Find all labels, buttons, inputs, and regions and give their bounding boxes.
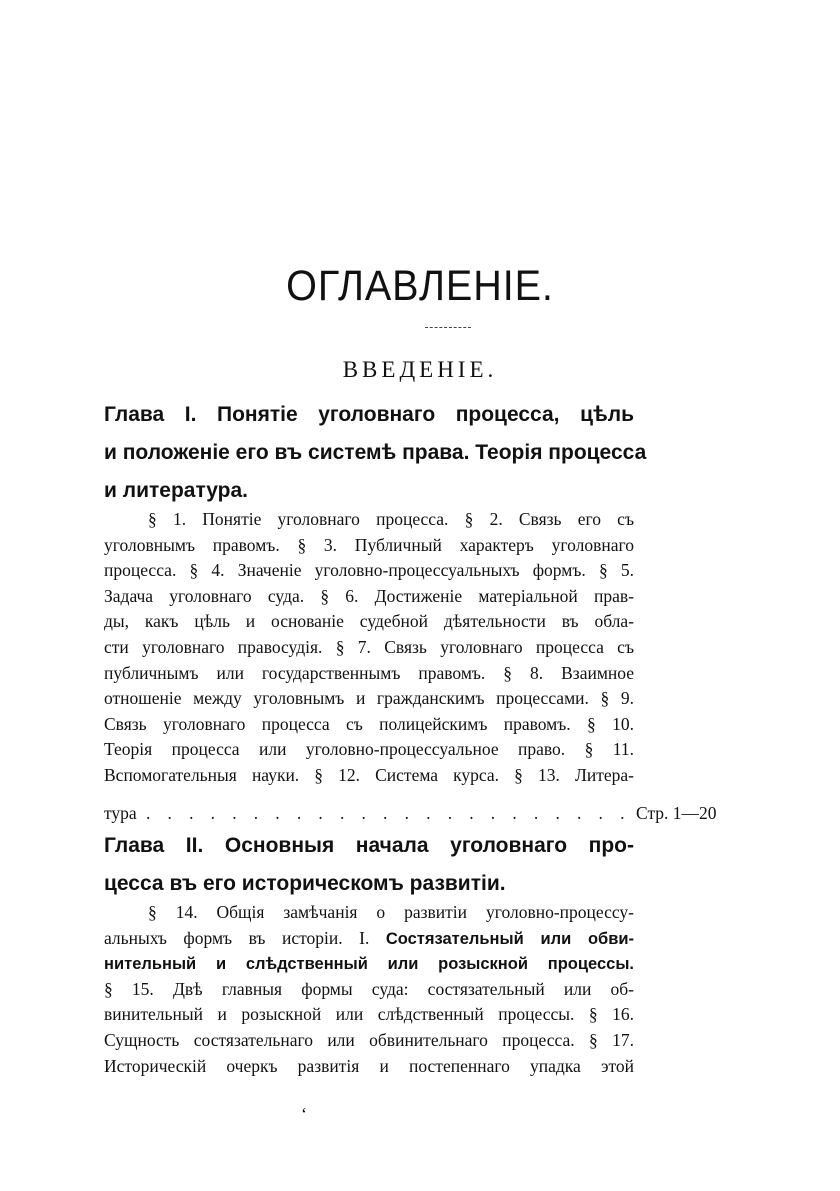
- text-line: § 15. Двѣ главныя формы суда: состязательный или об-: [104, 978, 634, 999]
- text-line: Теорія процесса или уголовно-процессуальное право. § 11.: [104, 739, 634, 760]
- page-title: ОГЛАВЛЕНІЕ.: [286, 262, 554, 310]
- text-line-mixed: [104, 926, 634, 952]
- chapter-2-heading: [104, 827, 634, 903]
- text-plain: альныхъ формъ въ исторіи. I.: [104, 927, 386, 948]
- text-bold: нительный и слѣдственный или розыскной процессы.: [104, 955, 634, 974]
- chapter-1-heading-line: и литература.: [104, 479, 249, 502]
- chapter-2-heading-line: цесса въ его историческомъ развитіи.: [104, 872, 506, 895]
- footer-mark: ʻ: [301, 1104, 307, 1124]
- chapter-2-text: [104, 900, 634, 1079]
- text-line: ды, какъ цѣль и основаніе судебной дѣятельности въ обла-: [104, 611, 634, 632]
- text-bold: Состязательный или обви-: [385, 929, 634, 948]
- text-line: винительный и розыскной или слѣдственный процессы. § 16.: [104, 1004, 634, 1025]
- leader-dots: . . . . . . . . . . . . . . . . . . . . . . .: [146, 803, 631, 823]
- text-line: сти уголовнаго правосудія. § 7. Связь уголовнаго процесса съ: [104, 636, 634, 657]
- text-line: Вспомогательныя науки. § 12. Система курса. § 13. Литера-: [104, 764, 634, 785]
- toc-leader-line: [104, 801, 744, 826]
- text-line: § 14. Общія замѣчанія о развитіи уголовно-процессу-: [148, 902, 634, 922]
- title-divider: [425, 327, 471, 328]
- text-line: уголовнымъ правомъ. § 3. Публичный характеръ уголовнаго: [104, 534, 634, 555]
- page-reference: Стр. 1—20: [636, 803, 717, 823]
- text-line: Связь уголовнаго процесса съ полицейскимъ правомъ. § 10.: [104, 713, 634, 734]
- chapter-1-heading-line: Глава I. Понятіе уголовнаго процесса, цѣль: [104, 403, 634, 426]
- text-line: процесса. § 4. Значеніе уголовно-процессуальныхъ формъ. § 5.: [104, 560, 634, 581]
- text-line: публичнымъ или государственнымъ правомъ. § 8. Взаимное: [104, 662, 634, 683]
- text-line: отношеніе между уголовнымъ и гражданскимъ процессами. § 9.: [104, 688, 634, 709]
- text-line: Историческій очеркъ развитія и постепеннаго упадка этой: [104, 1055, 634, 1076]
- text-line: Задача уголовнаго суда. § 6. Достиженіе матеріальной прав-: [104, 585, 634, 606]
- leader-last-word: тура: [104, 803, 137, 823]
- chapter-1-heading-line: и положеніе его въ системѣ права. Теорія процесса: [104, 441, 647, 464]
- text-line: [104, 951, 634, 977]
- chapter-2-heading-line: Глава II. Основныя начала уголовнаго про-: [104, 834, 634, 857]
- section-heading: ВВЕДЕНІЕ.: [342, 357, 498, 382]
- text-line: § 1. Понятіе уголовнаго процесса. § 2. Связь его съ: [148, 509, 634, 529]
- chapter-1-text: [104, 507, 634, 789]
- text-line: Сущность состязательнаго или обвинительнаго процесса. § 17.: [104, 1029, 634, 1050]
- chapter-1-heading: [104, 396, 647, 510]
